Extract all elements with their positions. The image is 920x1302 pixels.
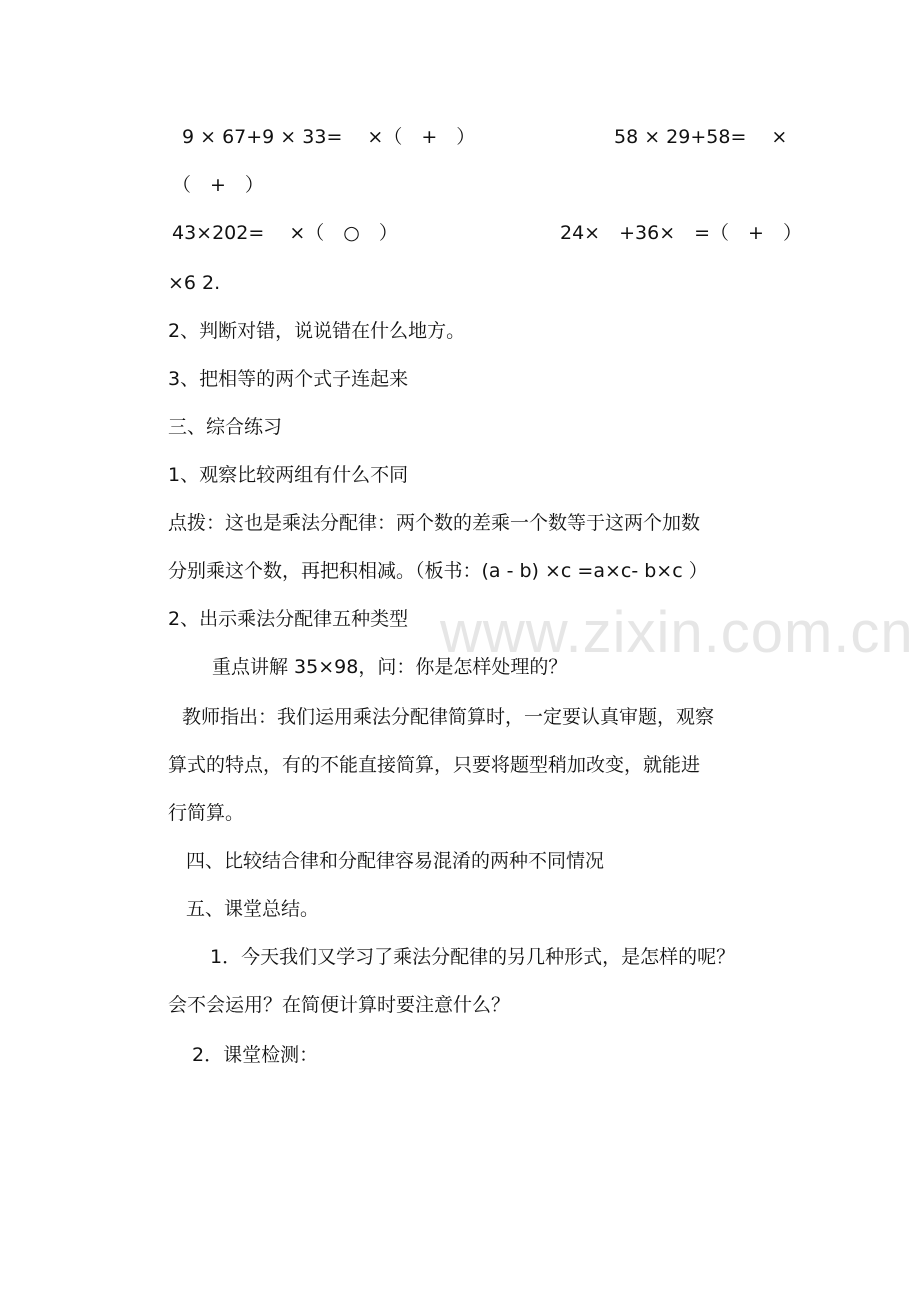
hint-line-2: 分别乘这个数，再把积相减。（板书：(a - b) ×c =a×c- b×c ） — [168, 560, 708, 582]
key-explanation: 重点讲解 35×98，问：你是怎样处理的？ — [212, 656, 568, 678]
teacher-note-line-3: 行简算。 — [168, 802, 245, 824]
classroom-test: 2．课堂检测： — [192, 1044, 319, 1066]
hint-line-1: 点拨：这也是乘法分配律：两个数的差乘一个数等于这两个加数 — [168, 512, 701, 534]
summary-line-1: 1．今天我们又学习了乘法分配律的另几种形式，是怎样的呢？ — [210, 946, 736, 968]
item-judge: 2、判断对错，说说错在什么地方。 — [168, 320, 466, 342]
exercise-line-1a: 9 × 67+9 × 33= ×（ + ） — [182, 126, 476, 148]
watermark: www.zixin.com.cn — [440, 600, 914, 665]
exercise-line-2c: ×6 2. — [168, 272, 221, 294]
exercise-line-2b: 24× +36× =（ + ） — [560, 222, 802, 244]
item-compare: 1、观察比较两组有什么不同 — [168, 464, 409, 486]
section-three-heading: 三、综合练习 — [168, 416, 283, 438]
section-four-heading: 四、比较结合律和分配律容易混淆的两种不同情况 — [186, 850, 605, 872]
exercise-line-2a: 43×202= ×（ ○ ） — [172, 222, 398, 244]
summary-line-2: 会不会运用？在简便计算时要注意什么？ — [168, 994, 511, 1016]
teacher-note-line-1: 教师指出：我们运用乘法分配律简算时，一定要认真审题，观察 — [182, 706, 715, 728]
section-five-heading: 五、课堂总结。 — [186, 898, 320, 920]
teacher-note-line-2: 算式的特点，有的不能直接简算，只要将题型稍加改变，就能进 — [168, 754, 701, 776]
exercise-line-1b: 58 × 29+58= × — [614, 126, 788, 148]
exercise-line-1c: （ + ） — [172, 174, 264, 196]
item-five-types: 2、出示乘法分配律五种类型 — [168, 608, 409, 630]
item-connect: 3、把相等的两个式子连起来 — [168, 368, 409, 390]
